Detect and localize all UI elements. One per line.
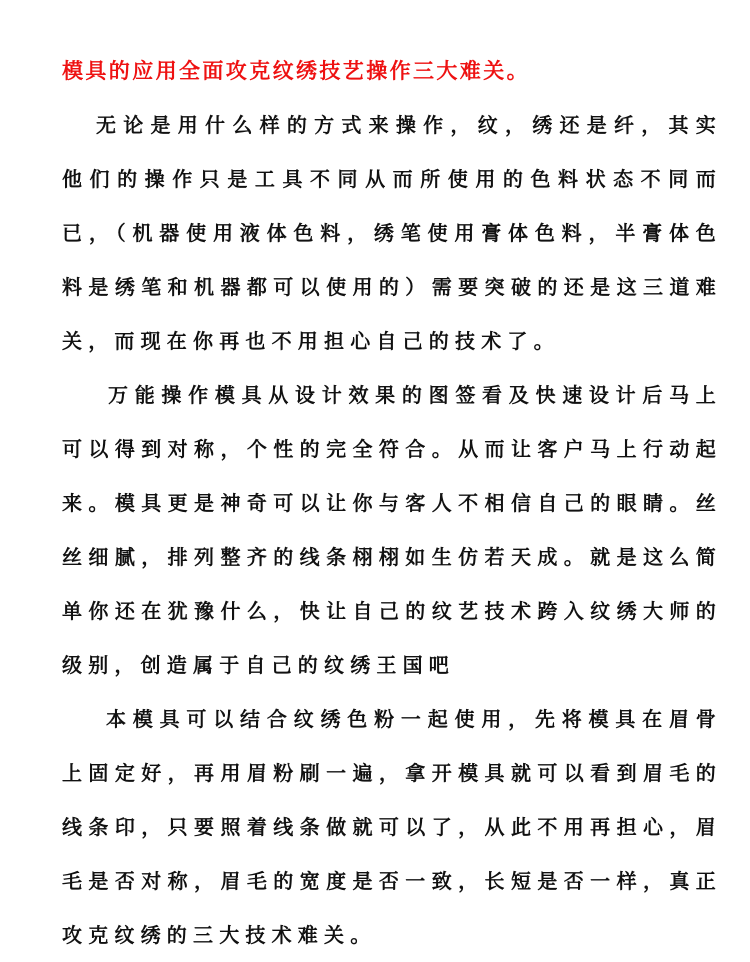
document-title: 模具的应用全面攻克纹绣技艺操作三大难关。 — [62, 59, 530, 83]
paragraph-intro: 无论是用什么样的方式来操作，纹，绣还是纤，其实他们的操作只是工具不同从而所使用的色料状态不同而已，（机器使用液体色料，绣笔使用膏体色料，半膏体色料是绣笔和机器都可以使用的）需要突破的还是这三道难关，而现在你再也不用担心自己的技术了。 — [62, 113, 722, 353]
paragraph-universal-mold: 万能操作模具从设计效果的图签看及快速设计后马上可以得到对称，个性的完全符合。从而让客户马上行动起来。模具更是神奇可以让你与客人不相信自己的眼睛。丝丝细腻，排列整齐的线条栩栩如生仿若天成。就是这么简单你还在犹豫什么，快让自己的纹艺技术跨入纹绣大师的级别，创造属于自己的纹绣王国吧 — [62, 383, 722, 677]
paragraph-usage-method: 本模具可以结合纹绣色粉一起使用，先将模具在眉骨上固定好，再用眉粉刷一遍，拿开模具就可以看到眉毛的线条印，只要照着线条做就可以了，从此不用再担心，眉毛是否对称，眉毛的宽度是否一致，长短是否一样，真正攻克纹绣的三大技术难关。 — [62, 707, 722, 947]
document-page — [62, 44, 722, 962]
